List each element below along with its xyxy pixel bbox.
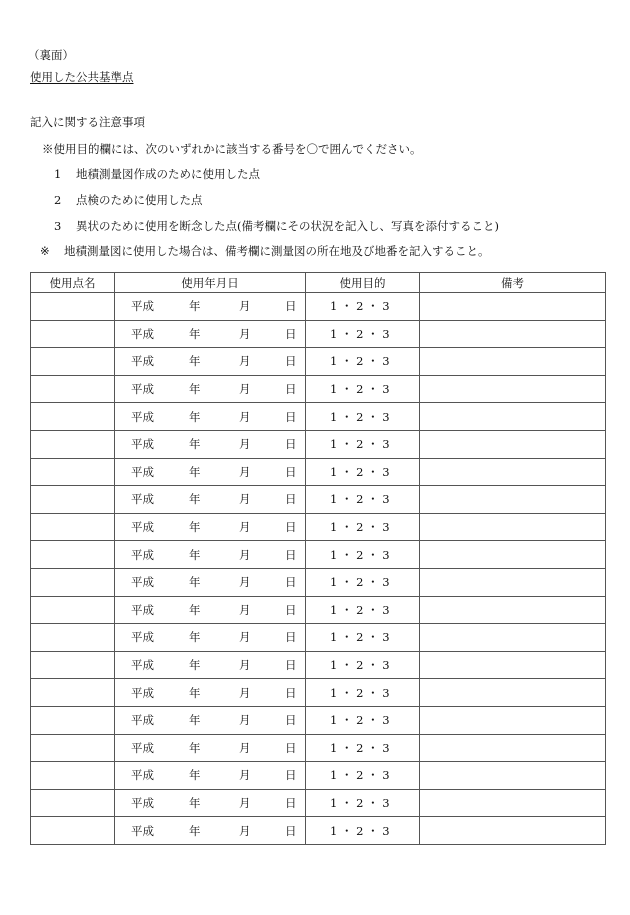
point-name-cell[interactable] <box>31 320 115 348</box>
date-year: 年 <box>189 713 201 728</box>
date-month: 月 <box>239 464 251 479</box>
date-month: 月 <box>239 354 251 369</box>
header-date: 使用年月日 <box>115 273 306 293</box>
remarks-cell[interactable] <box>420 624 606 652</box>
date-cell[interactable] <box>115 430 306 458</box>
date-cell[interactable] <box>115 651 306 679</box>
point-name-cell[interactable] <box>31 293 115 321</box>
date-year: 年 <box>189 326 201 341</box>
date-cell[interactable] <box>115 541 306 569</box>
table-row <box>31 541 606 569</box>
option-1-number: 1 <box>54 167 62 181</box>
point-name-cell[interactable] <box>31 458 115 486</box>
date-cell[interactable] <box>115 679 306 707</box>
date-day: 日 <box>285 409 297 424</box>
date-year: 年 <box>189 740 201 755</box>
option-1 <box>54 167 260 181</box>
date-year: 年 <box>189 299 201 314</box>
date-era: 平成 <box>131 437 154 452</box>
notes-instruction: ※使用目的欄には、次のいずれかに該当する番号を〇で囲んでください。 <box>42 142 422 156</box>
purpose-cell[interactable] <box>306 293 420 321</box>
purpose-options: 1 ・ 2 ・ 3 <box>330 520 390 535</box>
date-month: 月 <box>239 326 251 341</box>
date-day: 日 <box>285 575 297 590</box>
date-era: 平成 <box>131 547 154 562</box>
remark-mark: ※ <box>40 244 50 258</box>
date-month: 月 <box>239 795 251 810</box>
point-name-cell[interactable] <box>31 706 115 734</box>
date-year: 年 <box>189 437 201 452</box>
option-2-number: 2 <box>54 193 62 207</box>
purpose-options: 1 ・ 2 ・ 3 <box>330 685 390 700</box>
date-month: 月 <box>239 299 251 314</box>
date-cell[interactable] <box>115 817 306 845</box>
purpose-options: 1 ・ 2 ・ 3 <box>330 602 390 617</box>
table-row <box>31 679 606 707</box>
date-year: 年 <box>189 547 201 562</box>
date-cell[interactable] <box>115 706 306 734</box>
date-day: 日 <box>285 685 297 700</box>
date-month: 月 <box>239 740 251 755</box>
date-day: 日 <box>285 382 297 397</box>
table-row <box>31 651 606 679</box>
remarks-cell[interactable] <box>420 293 606 321</box>
table-row <box>31 706 606 734</box>
notes-heading: 記入に関する注意事項 <box>30 115 145 129</box>
purpose-cell[interactable] <box>306 817 420 845</box>
remarks-cell[interactable] <box>420 568 606 596</box>
purpose-options: 1 ・ 2 ・ 3 <box>330 299 390 314</box>
table-row <box>31 293 606 321</box>
date-era: 平成 <box>131 768 154 783</box>
purpose-cell[interactable] <box>306 706 420 734</box>
purpose-cell[interactable] <box>306 789 420 817</box>
remarks-cell[interactable] <box>420 320 606 348</box>
header-point-name: 使用点名 <box>31 273 115 293</box>
remarks-cell[interactable] <box>420 706 606 734</box>
date-day: 日 <box>285 437 297 452</box>
remarks-cell[interactable] <box>420 789 606 817</box>
date-era: 平成 <box>131 685 154 700</box>
date-era: 平成 <box>131 520 154 535</box>
option-3-number: 3 <box>54 219 62 233</box>
date-year: 年 <box>189 658 201 673</box>
date-era: 平成 <box>131 602 154 617</box>
remarks-cell[interactable] <box>420 817 606 845</box>
date-year: 年 <box>189 823 201 838</box>
purpose-options: 1 ・ 2 ・ 3 <box>330 464 390 479</box>
date-cell[interactable] <box>115 513 306 541</box>
table-row <box>31 430 606 458</box>
table-row <box>31 403 606 431</box>
date-day: 日 <box>285 768 297 783</box>
remarks-cell[interactable] <box>420 762 606 790</box>
remarks-cell[interactable] <box>420 596 606 624</box>
purpose-cell[interactable] <box>306 762 420 790</box>
table-row <box>31 762 606 790</box>
option-3-text: 異状のために使用を断念した点(備考欄にその状況を記入し、写真を添付すること) <box>76 219 499 233</box>
date-month: 月 <box>239 658 251 673</box>
purpose-cell[interactable] <box>306 596 420 624</box>
point-name-cell[interactable] <box>31 486 115 514</box>
point-name-cell[interactable] <box>31 789 115 817</box>
date-year: 年 <box>189 409 201 424</box>
purpose-cell[interactable] <box>306 348 420 376</box>
table-row <box>31 789 606 817</box>
table-row <box>31 486 606 514</box>
date-year: 年 <box>189 602 201 617</box>
remarks-cell[interactable] <box>420 513 606 541</box>
date-cell[interactable] <box>115 568 306 596</box>
date-day: 日 <box>285 795 297 810</box>
date-month: 月 <box>239 713 251 728</box>
date-month: 月 <box>239 630 251 645</box>
point-name-cell[interactable] <box>31 817 115 845</box>
point-name-cell[interactable] <box>31 403 115 431</box>
date-month: 月 <box>239 823 251 838</box>
point-name-cell[interactable] <box>31 513 115 541</box>
date-year: 年 <box>189 464 201 479</box>
table-row <box>31 458 606 486</box>
date-day: 日 <box>285 602 297 617</box>
purpose-cell[interactable] <box>306 568 420 596</box>
date-day: 日 <box>285 520 297 535</box>
date-year: 年 <box>189 630 201 645</box>
date-day: 日 <box>285 326 297 341</box>
date-cell[interactable] <box>115 734 306 762</box>
date-month: 月 <box>239 492 251 507</box>
purpose-options: 1 ・ 2 ・ 3 <box>330 437 390 452</box>
purpose-cell[interactable] <box>306 624 420 652</box>
option-1-text: 地積測量図作成のために使用した点 <box>76 167 260 181</box>
remarks-cell[interactable] <box>420 679 606 707</box>
point-name-cell[interactable] <box>31 541 115 569</box>
remark-text: 地積測量図に使用した場合は、備考欄に測量図の所在地及び地番を記入すること。 <box>64 244 490 258</box>
purpose-options: 1 ・ 2 ・ 3 <box>330 630 390 645</box>
remarks-cell[interactable] <box>420 458 606 486</box>
date-cell[interactable] <box>115 320 306 348</box>
purpose-options: 1 ・ 2 ・ 3 <box>330 575 390 590</box>
point-name-cell[interactable] <box>31 679 115 707</box>
date-era: 平成 <box>131 575 154 590</box>
purpose-cell[interactable] <box>306 679 420 707</box>
remarks-cell[interactable] <box>420 403 606 431</box>
table-header-row <box>31 273 606 293</box>
purpose-cell[interactable] <box>306 320 420 348</box>
point-name-cell[interactable] <box>31 624 115 652</box>
date-cell[interactable] <box>115 789 306 817</box>
purpose-options: 1 ・ 2 ・ 3 <box>330 326 390 341</box>
table-row <box>31 734 606 762</box>
date-year: 年 <box>189 795 201 810</box>
date-year: 年 <box>189 768 201 783</box>
date-era: 平成 <box>131 630 154 645</box>
date-day: 日 <box>285 354 297 369</box>
table-row <box>31 513 606 541</box>
purpose-options: 1 ・ 2 ・ 3 <box>330 823 390 838</box>
date-era: 平成 <box>131 492 154 507</box>
date-month: 月 <box>239 575 251 590</box>
date-cell[interactable] <box>115 375 306 403</box>
point-name-cell[interactable] <box>31 568 115 596</box>
table-row <box>31 624 606 652</box>
purpose-options: 1 ・ 2 ・ 3 <box>330 382 390 397</box>
purpose-options: 1 ・ 2 ・ 3 <box>330 768 390 783</box>
date-era: 平成 <box>131 658 154 673</box>
date-cell[interactable] <box>115 486 306 514</box>
purpose-options: 1 ・ 2 ・ 3 <box>330 354 390 369</box>
purpose-cell[interactable] <box>306 486 420 514</box>
side-label: （裏面） <box>28 48 74 62</box>
purpose-cell[interactable] <box>306 734 420 762</box>
purpose-cell[interactable] <box>306 458 420 486</box>
purpose-options: 1 ・ 2 ・ 3 <box>330 547 390 562</box>
point-name-cell[interactable] <box>31 348 115 376</box>
date-cell[interactable] <box>115 762 306 790</box>
date-cell[interactable] <box>115 293 306 321</box>
date-era: 平成 <box>131 740 154 755</box>
remarks-cell[interactable] <box>420 486 606 514</box>
date-year: 年 <box>189 575 201 590</box>
purpose-options: 1 ・ 2 ・ 3 <box>330 409 390 424</box>
date-month: 月 <box>239 437 251 452</box>
notes-remark <box>40 244 490 258</box>
date-month: 月 <box>239 520 251 535</box>
table-row <box>31 817 606 845</box>
date-era: 平成 <box>131 823 154 838</box>
date-day: 日 <box>285 658 297 673</box>
table-row <box>31 375 606 403</box>
date-era: 平成 <box>131 382 154 397</box>
date-day: 日 <box>285 492 297 507</box>
point-name-cell[interactable] <box>31 596 115 624</box>
remarks-cell[interactable] <box>420 734 606 762</box>
date-era: 平成 <box>131 354 154 369</box>
date-day: 日 <box>285 713 297 728</box>
date-day: 日 <box>285 464 297 479</box>
remarks-cell[interactable] <box>420 375 606 403</box>
date-era: 平成 <box>131 464 154 479</box>
usage-table <box>30 272 606 845</box>
date-era: 平成 <box>131 299 154 314</box>
date-day: 日 <box>285 740 297 755</box>
date-era: 平成 <box>131 326 154 341</box>
table-row <box>31 348 606 376</box>
purpose-options: 1 ・ 2 ・ 3 <box>330 740 390 755</box>
header-purpose: 使用目的 <box>306 273 420 293</box>
date-cell[interactable] <box>115 348 306 376</box>
point-name-cell[interactable] <box>31 430 115 458</box>
date-day: 日 <box>285 630 297 645</box>
date-day: 日 <box>285 299 297 314</box>
table-body <box>31 293 606 845</box>
date-month: 月 <box>239 382 251 397</box>
point-name-cell[interactable] <box>31 375 115 403</box>
point-name-cell[interactable] <box>31 762 115 790</box>
option-2 <box>54 193 203 207</box>
date-month: 月 <box>239 602 251 617</box>
option-2-text: 点検のために使用した点 <box>76 193 203 207</box>
date-day: 日 <box>285 547 297 562</box>
purpose-cell[interactable] <box>306 403 420 431</box>
header-remarks: 備考 <box>420 273 606 293</box>
purpose-cell[interactable] <box>306 375 420 403</box>
date-day: 日 <box>285 823 297 838</box>
purpose-cell[interactable] <box>306 513 420 541</box>
date-year: 年 <box>189 685 201 700</box>
point-name-cell[interactable] <box>31 651 115 679</box>
table-row <box>31 568 606 596</box>
purpose-options: 1 ・ 2 ・ 3 <box>330 492 390 507</box>
purpose-cell[interactable] <box>306 541 420 569</box>
date-month: 月 <box>239 547 251 562</box>
date-cell[interactable] <box>115 458 306 486</box>
date-cell[interactable] <box>115 403 306 431</box>
date-year: 年 <box>189 354 201 369</box>
section-title: 使用した公共基準点 <box>30 70 134 84</box>
remarks-cell[interactable] <box>420 541 606 569</box>
purpose-options: 1 ・ 2 ・ 3 <box>330 795 390 810</box>
option-3 <box>54 219 499 233</box>
date-year: 年 <box>189 520 201 535</box>
date-cell[interactable] <box>115 624 306 652</box>
date-era: 平成 <box>131 713 154 728</box>
remarks-cell[interactable] <box>420 651 606 679</box>
purpose-cell[interactable] <box>306 430 420 458</box>
date-month: 月 <box>239 685 251 700</box>
remarks-cell[interactable] <box>420 348 606 376</box>
point-name-cell[interactable] <box>31 734 115 762</box>
date-month: 月 <box>239 768 251 783</box>
date-era: 平成 <box>131 409 154 424</box>
date-era: 平成 <box>131 795 154 810</box>
remarks-cell[interactable] <box>420 430 606 458</box>
date-year: 年 <box>189 492 201 507</box>
table-row <box>31 596 606 624</box>
date-year: 年 <box>189 382 201 397</box>
date-month: 月 <box>239 409 251 424</box>
purpose-options: 1 ・ 2 ・ 3 <box>330 713 390 728</box>
purpose-cell[interactable] <box>306 651 420 679</box>
date-cell[interactable] <box>115 596 306 624</box>
purpose-options: 1 ・ 2 ・ 3 <box>330 658 390 673</box>
table-row <box>31 320 606 348</box>
